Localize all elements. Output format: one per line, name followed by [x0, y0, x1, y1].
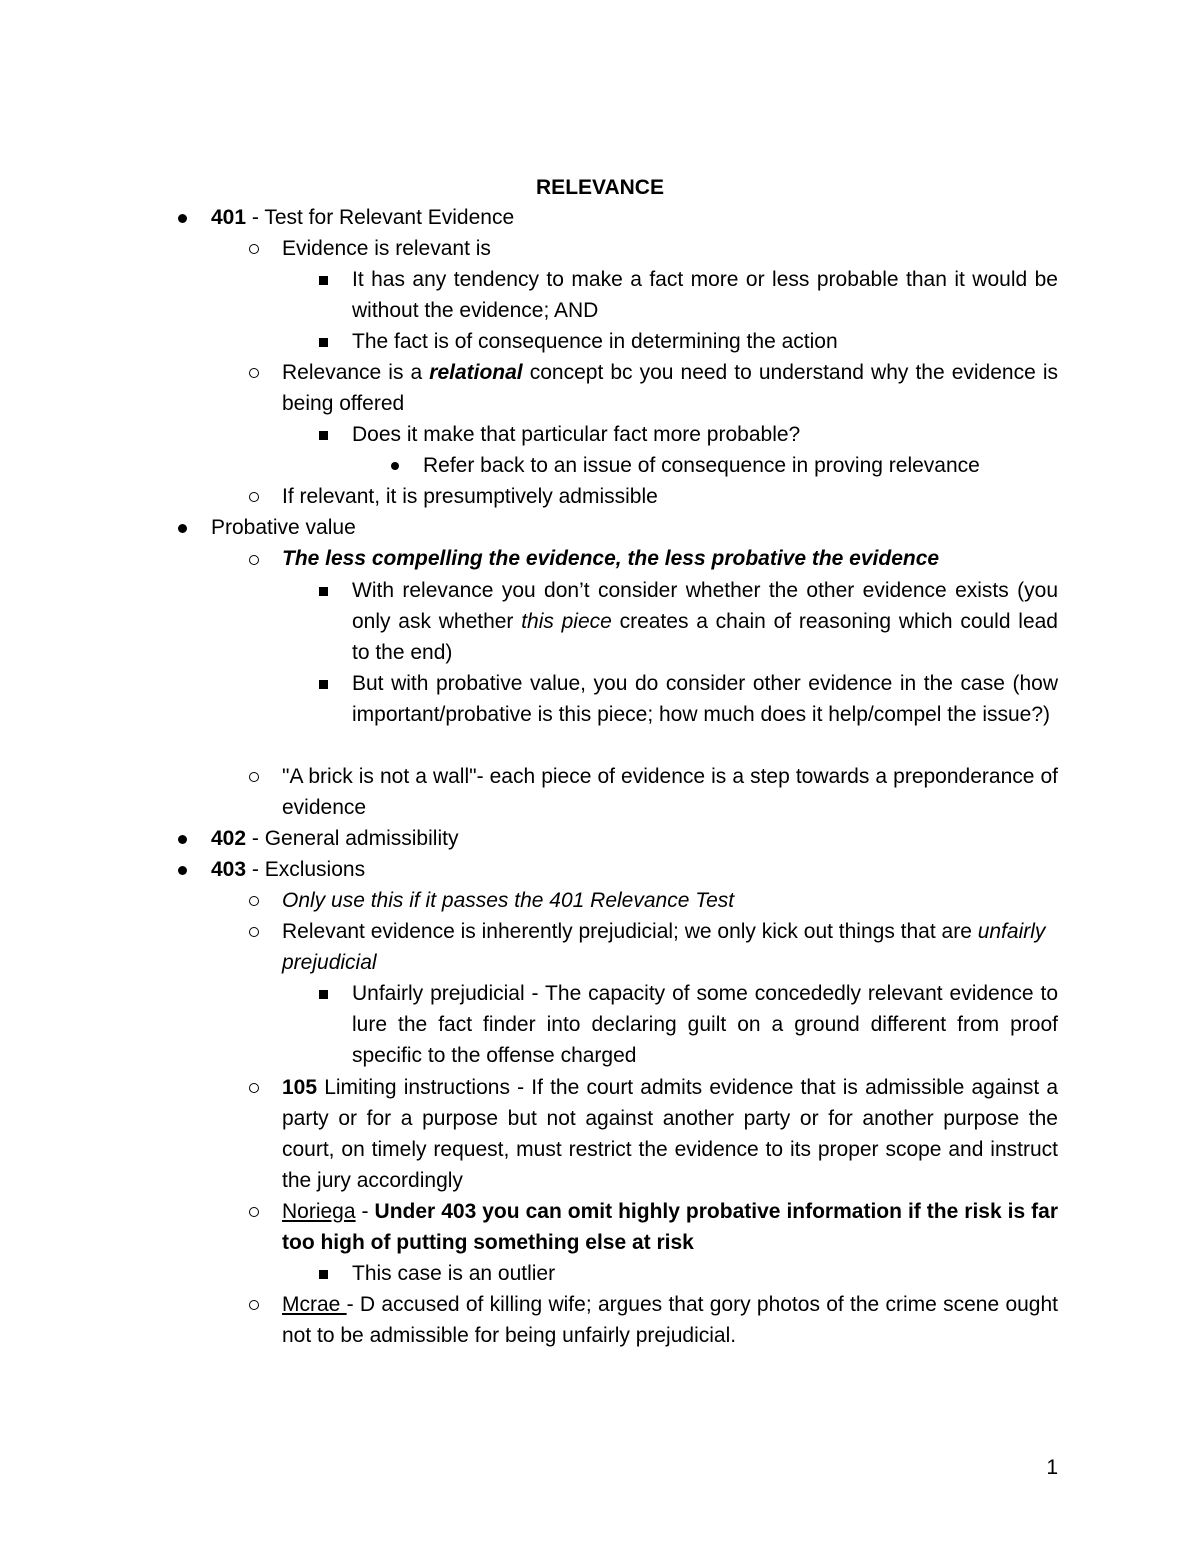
bullet-square-icon [319, 338, 328, 347]
list-item-text: - General admissibility [246, 827, 459, 850]
rule-number: 401 [211, 206, 247, 229]
rule-number: 403 [211, 858, 247, 881]
bullet-ring-icon [249, 1207, 259, 1217]
list-item [352, 575, 1058, 668]
bullet-square-icon [319, 276, 328, 285]
page-number: 1 [1046, 1456, 1058, 1479]
list-item: It has any tendency to make a fact more or less probable than it would be without the evidence; AND [352, 268, 1058, 322]
bullet-ring-icon [249, 927, 259, 937]
list-item: If relevant, it is presumptively admissible [282, 485, 658, 508]
case-name: Noriega [282, 1200, 356, 1223]
list-item-403 [211, 854, 1058, 885]
list-item: Evidence is relevant is [282, 237, 491, 260]
list-item [282, 1289, 1058, 1351]
list-item: Does it make that particular fact more probable? [352, 423, 801, 446]
bullet-ring-icon [249, 492, 259, 502]
list-item: Only use this if it passes the 401 Relevance Test [282, 889, 735, 912]
text-segment: Limiting instructions - If the court admits evidence that is admissible against a party or for a purpose but not against another party or for another purpose the court, on timely request, must restrict the evidence to its proper scope and instruct the jury accordingly [282, 1076, 1058, 1192]
bullet-ring-icon [249, 555, 259, 565]
list-item-text: - Exclusions [246, 858, 366, 881]
emphasis-text: relational [429, 361, 523, 384]
bullet-dot-icon [178, 835, 187, 844]
text-segment: Relevant evidence is inherently prejudicial; we only kick out things that are [282, 920, 978, 943]
list-item: Unfairly prejudicial - The capacity of some concededly relevant evidence to lure the fact finder into declaring guilt on a ground different from proof specific to the offense charged [352, 982, 1058, 1067]
list-item [282, 357, 1058, 419]
rule-number: 105 [282, 1076, 318, 1099]
list-item-text: - Test for Relevant Evidence [246, 206, 515, 229]
text-segment: - D accused of killing wife; argues that gory photos of the crime scene ought not to be admissible for being unfairly prejudicial. [282, 1293, 1058, 1347]
case-name: Mcrae [282, 1293, 347, 1316]
bullet-ring-icon [249, 772, 259, 782]
text-segment: creates a chain of reasoning which could lead to the end) [352, 610, 1058, 664]
text-segment: Relevance is a [282, 361, 430, 384]
list-item [282, 1072, 1058, 1196]
bullet-dot-icon [178, 866, 187, 875]
text-segment: With relevance you don’t consider whether the other evidence exists (you only ask whether [352, 579, 1058, 633]
bullet-square-icon [319, 990, 328, 999]
bullet-square-icon [319, 1270, 328, 1279]
list-item: This case is an outlier [352, 1262, 556, 1285]
text-segment: - [355, 1200, 375, 1223]
text-segment: concept bc you need to understand why the evidence is being offered [282, 361, 1058, 415]
bullet-ring-icon [249, 1300, 259, 1310]
bullet-ring-icon [249, 896, 259, 906]
emphasis-text: unfairly prejudicial [282, 920, 1046, 974]
bullet-ring-icon [249, 1083, 259, 1093]
list-item-402 [211, 823, 1058, 854]
bullet-dot-icon [178, 524, 187, 533]
list-item-401 [211, 202, 1058, 233]
list-item: "A brick is not a wall"- each piece of evidence is a step towards a preponderance of evidence [282, 765, 1058, 819]
list-item: The less compelling the evidence, the less probative the evidence [282, 547, 940, 570]
bullet-square-icon [319, 587, 328, 596]
list-item-probative: Probative value [211, 516, 356, 539]
bullet-square-icon [319, 431, 328, 440]
list-item [282, 1196, 1058, 1258]
list-item: Refer back to an issue of consequence in proving relevance [423, 454, 980, 477]
rule-number: 402 [211, 827, 247, 850]
bullet-ring-icon [249, 244, 259, 254]
list-item: But with probative value, you do consider other evidence in the case (how important/probative is this piece; how much does it help/compel the issue?) [352, 672, 1058, 726]
bullet-dot-icon [391, 462, 399, 470]
list-item [282, 916, 1058, 978]
page-title: RELEVANCE [536, 176, 664, 199]
bullet-ring-icon [249, 368, 259, 378]
bullet-dot-icon [178, 214, 187, 223]
bold-text: Under 403 you can omit highly probative information if the risk is far too high of putting something else at risk [282, 1200, 1058, 1254]
list-item: The fact is of consequence in determining the action [352, 330, 838, 353]
emphasis-text: this piece [521, 610, 612, 633]
bullet-square-icon [319, 680, 328, 689]
